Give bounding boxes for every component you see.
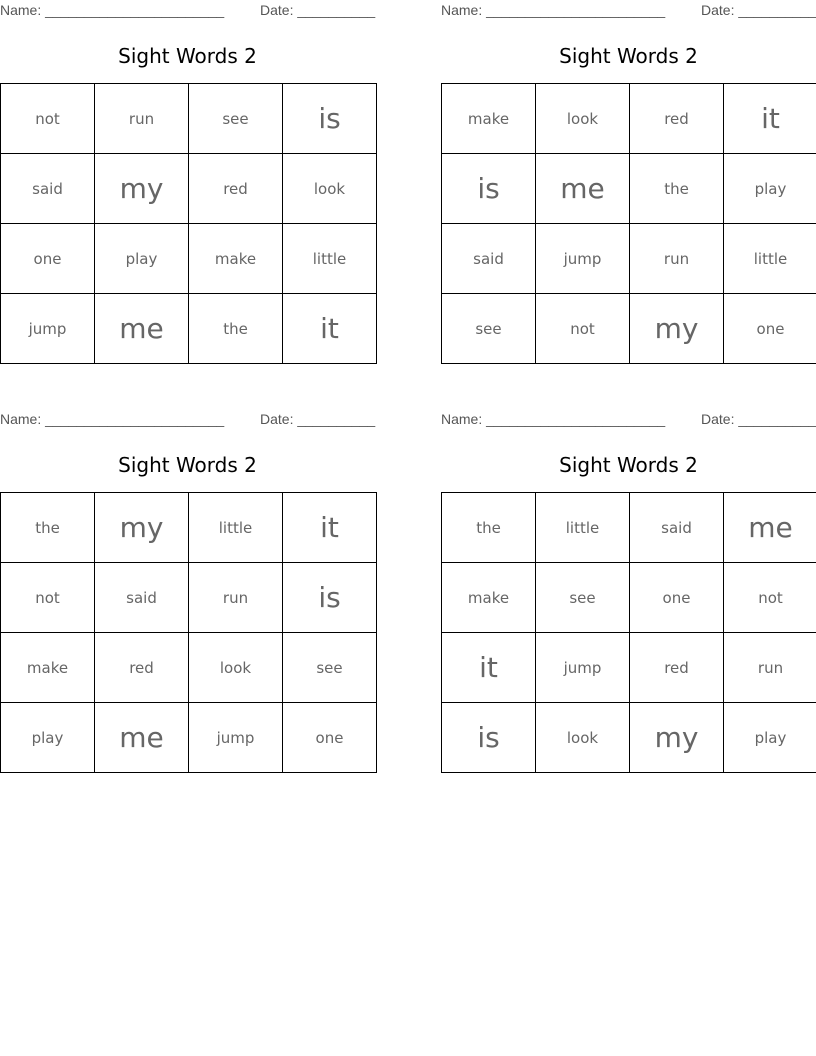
name-field: Name: _______________________ <box>441 2 666 18</box>
grid-cell: see <box>189 84 283 154</box>
grid-cell: my <box>630 294 724 364</box>
grid-cell: me <box>95 703 189 773</box>
grid-cell: make <box>442 563 536 633</box>
bingo-card-2 <box>441 0 816 375</box>
grid-row <box>442 563 816 633</box>
grid-cell: jump <box>536 633 630 703</box>
grid-cell: red <box>630 633 724 703</box>
grid-cell: look <box>283 154 377 224</box>
grid-cell: the <box>189 294 283 364</box>
grid-cell: it <box>442 633 536 703</box>
grid-cell: one <box>630 563 724 633</box>
grid-row <box>442 633 816 703</box>
card-title: Sight Words 2 <box>118 44 257 68</box>
grid-cell: not <box>536 294 630 364</box>
grid-cell: me <box>536 154 630 224</box>
grid-cell: one <box>724 294 816 364</box>
card-header <box>0 0 375 20</box>
grid-cell: jump <box>536 224 630 294</box>
grid-cell: one <box>283 703 377 773</box>
grid-cell: look <box>536 84 630 154</box>
grid-cell: red <box>630 84 724 154</box>
grid-row <box>1 84 377 154</box>
grid-cell: see <box>283 633 377 703</box>
grid-row <box>442 84 816 154</box>
grid-row <box>1 493 377 563</box>
grid-cell: my <box>95 154 189 224</box>
grid-row <box>1 703 377 773</box>
grid-cell: said <box>95 563 189 633</box>
grid-cell: jump <box>189 703 283 773</box>
grid-cell: little <box>189 493 283 563</box>
grid-cell: see <box>536 563 630 633</box>
grid-cell: make <box>442 84 536 154</box>
grid-cell: me <box>95 294 189 364</box>
bingo-card-3 <box>0 409 375 784</box>
date-field: Date: __________ <box>701 2 816 18</box>
card-header <box>0 409 375 429</box>
grid-cell: not <box>724 563 816 633</box>
grid-cell: my <box>630 703 724 773</box>
grid-row <box>442 703 816 773</box>
grid-cell: make <box>189 224 283 294</box>
grid-cell: one <box>1 224 95 294</box>
grid-cell: is <box>283 563 377 633</box>
grid-cell: the <box>630 154 724 224</box>
grid-cell: run <box>630 224 724 294</box>
grid-row <box>442 294 816 364</box>
grid-cell: me <box>724 493 816 563</box>
grid-cell: run <box>95 84 189 154</box>
card-header <box>441 409 816 429</box>
grid-row <box>442 493 816 563</box>
grid-cell: see <box>442 294 536 364</box>
grid-cell: look <box>536 703 630 773</box>
grid-row <box>1 224 377 294</box>
grid-cell: the <box>1 493 95 563</box>
grid-cell: play <box>724 154 816 224</box>
grid-cell: run <box>189 563 283 633</box>
grid-row <box>442 154 816 224</box>
bingo-card-1 <box>0 0 375 375</box>
card-title: Sight Words 2 <box>559 453 698 477</box>
grid-cell: little <box>536 493 630 563</box>
grid-cell: play <box>95 224 189 294</box>
grid-cell: red <box>189 154 283 224</box>
grid-cell: said <box>1 154 95 224</box>
bingo-card-4 <box>441 409 816 784</box>
grid-row <box>442 224 816 294</box>
grid-cell: is <box>442 154 536 224</box>
bingo-grid <box>441 83 816 364</box>
grid-cell: the <box>442 493 536 563</box>
card-header <box>441 0 816 20</box>
grid-row <box>1 563 377 633</box>
bingo-grid <box>441 492 816 773</box>
name-field: Name: _______________________ <box>441 411 666 427</box>
card-title: Sight Words 2 <box>559 44 698 68</box>
grid-row <box>1 633 377 703</box>
grid-cell: not <box>1 84 95 154</box>
grid-cell: it <box>724 84 816 154</box>
grid-cell: play <box>1 703 95 773</box>
card-title: Sight Words 2 <box>118 453 257 477</box>
grid-cell: look <box>189 633 283 703</box>
grid-cell: it <box>283 493 377 563</box>
date-field: Date: __________ <box>260 411 376 427</box>
grid-cell: it <box>283 294 377 364</box>
grid-cell: my <box>95 493 189 563</box>
grid-cell: play <box>724 703 816 773</box>
grid-cell: said <box>442 224 536 294</box>
date-field: Date: __________ <box>701 411 816 427</box>
grid-cell: said <box>630 493 724 563</box>
grid-row <box>1 294 377 364</box>
grid-cell: is <box>283 84 377 154</box>
grid-row <box>1 154 377 224</box>
grid-cell: make <box>1 633 95 703</box>
grid-cell: jump <box>1 294 95 364</box>
grid-cell: red <box>95 633 189 703</box>
name-field: Name: _______________________ <box>0 411 225 427</box>
grid-cell: little <box>283 224 377 294</box>
grid-cell: not <box>1 563 95 633</box>
name-field: Name: _______________________ <box>0 2 225 18</box>
grid-cell: is <box>442 703 536 773</box>
date-field: Date: __________ <box>260 2 376 18</box>
bingo-grid <box>0 83 377 364</box>
grid-cell: little <box>724 224 816 294</box>
bingo-grid <box>0 492 377 773</box>
grid-cell: run <box>724 633 816 703</box>
